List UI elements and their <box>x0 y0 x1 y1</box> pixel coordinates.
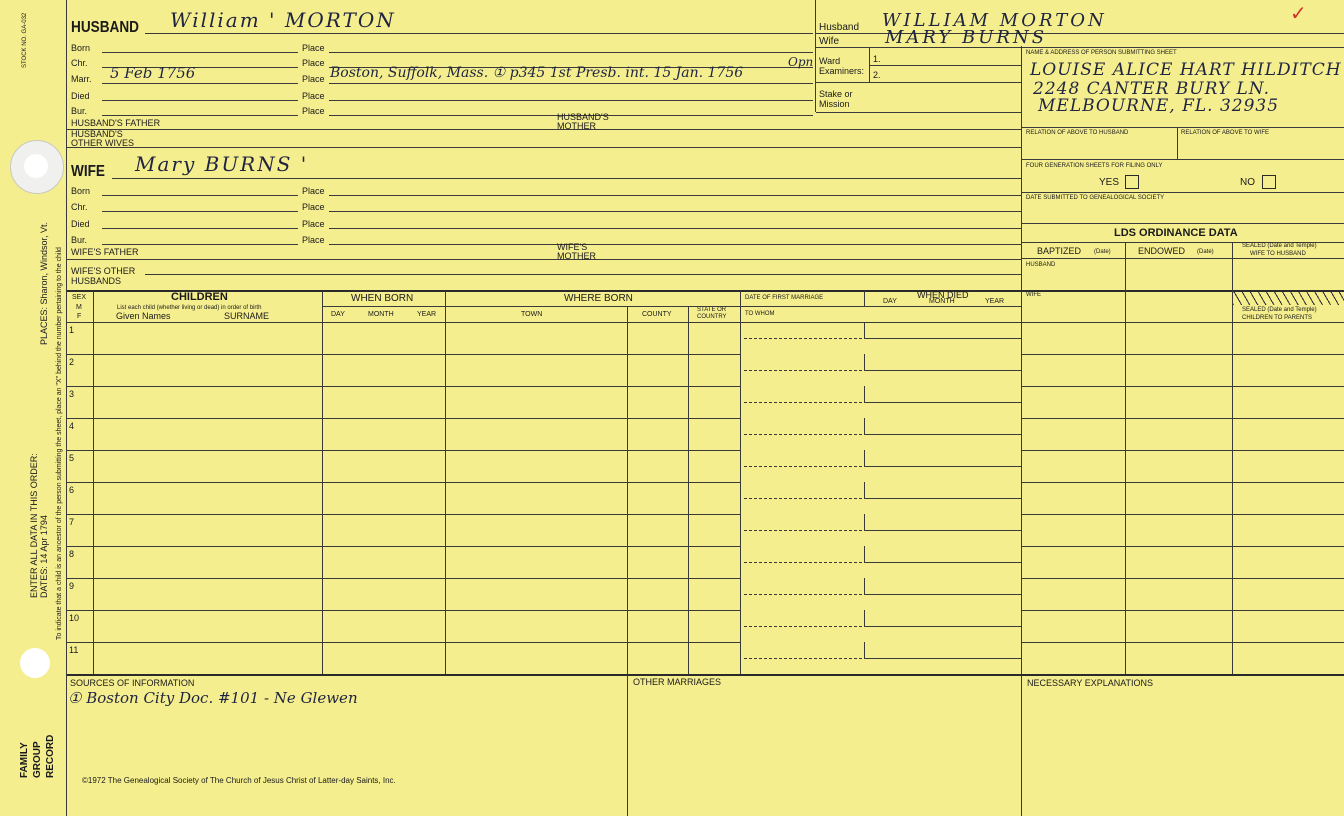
husband-born-place-label: Place <box>302 43 325 53</box>
wife-other-husbands-1: WIFE'S OTHER <box>71 266 136 276</box>
submitter-line2: 2248 CANTER BURY LN. <box>1033 79 1270 99</box>
wife-chr-place-label: Place <box>302 202 325 212</box>
form-title-family: FAMILY <box>19 742 30 778</box>
binder-hole-top-inner <box>24 154 48 178</box>
lds-title: LDS ORDINANCE DATA <box>1114 227 1238 239</box>
header-check-mark: ✓ <box>1290 3 1307 25</box>
husband-other-wives-1: HUSBAND'S <box>71 129 123 139</box>
first-marriage-label: DATE OF FIRST MARRIAGE <box>745 295 824 301</box>
husband-bur-place-label: Place <box>302 106 325 116</box>
wife-bur-label: Bur. <box>71 235 88 245</box>
date-submitted-label: DATE SUBMITTED TO GENEALOGICAL SOCIETY <box>1026 195 1165 201</box>
dates-order: DATES: 14 Apr 1794 <box>39 515 49 598</box>
wife-label: WIFE <box>71 163 105 180</box>
sources-entry: ① Boston City Doc. #101 - Ne Glewen <box>68 689 358 707</box>
m-label: M <box>76 304 82 311</box>
husband-father-label: HUSBAND'S FATHER <box>71 118 161 128</box>
row-number-2: 2 <box>69 357 75 367</box>
to-whom-label: TO WHOM <box>745 311 775 317</box>
wife-mother-label-1: WIFE'S <box>557 242 588 252</box>
baptized-date-label: (Date) <box>1094 249 1111 255</box>
binder-hole-bottom <box>20 648 50 678</box>
when-born-label: WHEN BORN <box>351 293 414 304</box>
husband-born-label: Born <box>71 43 91 53</box>
row-number-6: 6 <box>69 485 75 495</box>
row-number-10: 10 <box>69 613 80 623</box>
born-day-label: DAY <box>331 311 345 318</box>
frame-divider-right <box>1021 46 1022 816</box>
sealed-children-1: SEALED (Date and Temple) <box>1242 307 1317 313</box>
places-order: PLACES: Sharon, Windsor, Vt. <box>39 221 49 345</box>
state-label-1: STATE OR <box>697 307 727 313</box>
wife-born-label: Born <box>71 186 91 196</box>
four-gen-label: FOUR GENERATION SHEETS FOR FILING ONLY <box>1026 163 1163 169</box>
ward-label: Ward <box>819 56 841 66</box>
wife-died-place-label: Place <box>302 219 325 229</box>
husband-marr-place: Boston, Suffolk, Mass. ① p345 1st Presb. int. 15 Jan. 1756 <box>330 65 744 81</box>
sources-label: SOURCES OF INFORMATION <box>70 678 195 688</box>
submitter-label: NAME & ADDRESS OF PERSON SUBMITTING SHEET <box>1026 50 1177 56</box>
row-number-9: 9 <box>69 581 75 591</box>
no-label: NO <box>1240 177 1255 188</box>
endowed-date-label: (Date) <box>1197 249 1214 255</box>
born-year-label: YEAR <box>417 311 437 318</box>
baptized-label: BAPTIZED <box>1037 246 1082 256</box>
f-label: F <box>77 313 82 320</box>
header-husband-name: WILLIAM MORTON <box>882 10 1107 31</box>
sex-label: SEX <box>72 294 87 301</box>
form-title-group: GROUP <box>32 741 43 778</box>
husband-other-wives-2: OTHER WIVES <box>71 138 135 148</box>
stake-label-2: Mission <box>819 99 850 109</box>
wife-name: Mary BURNS ' <box>135 152 309 176</box>
stake-label-1: Stake or <box>819 89 853 99</box>
given-names-label: Given Names <box>116 311 171 321</box>
form-title-record: RECORD <box>45 734 56 778</box>
children-sub: List each child (whether living or dead) in order of birth <box>117 305 262 311</box>
died-day-label: DAY <box>883 298 897 305</box>
header-husband-label: Husband <box>819 22 860 33</box>
header-wife-name: MARY BURNS <box>885 27 1048 48</box>
husband-chr-label: Chr. <box>71 58 88 68</box>
husband-mother-label-2: MOTHER <box>557 121 596 131</box>
examiner-2: 2. <box>873 70 881 80</box>
wife-died-label: Died <box>71 219 90 229</box>
examiner-1: 1. <box>873 54 881 64</box>
state-label-2: COUNTRY <box>697 314 727 320</box>
died-month-label: MONTH <box>929 298 955 305</box>
husband-bur-label: Bur. <box>71 106 88 116</box>
sealed-children-2: CHILDREN TO PARENTS <box>1242 315 1313 321</box>
relation-husband-label: RELATION OF ABOVE TO HUSBAND <box>1026 130 1129 136</box>
died-year-label: YEAR <box>985 298 1005 305</box>
row-number-11: 11 <box>69 645 79 655</box>
husband-died-place-label: Place <box>302 91 325 101</box>
row-number-7: 7 <box>69 517 75 527</box>
wife-born-place-label: Place <box>302 186 325 196</box>
born-month-label: MONTH <box>368 311 394 318</box>
husband-name: William ' MORTON <box>170 8 396 32</box>
enter-order: ENTER ALL DATA IN THIS ORDER: <box>29 453 39 598</box>
husband-died-label: Died <box>71 91 90 101</box>
row-number-8: 8 <box>69 549 75 559</box>
where-born-label: WHERE BORN <box>564 293 633 304</box>
husband-marr-note: Opn <box>788 55 814 69</box>
yes-checkbox[interactable] <box>1125 175 1139 189</box>
lds-wife-row: WIFE <box>1026 292 1041 298</box>
husband-chr-place-label: Place <box>302 58 325 68</box>
frame-left <box>66 0 67 816</box>
row-number-5: 5 <box>69 453 75 463</box>
relation-wife-label: RELATION OF ABOVE TO WIFE <box>1181 130 1270 136</box>
lds-husband-row: HUSBAND <box>1026 262 1056 268</box>
town-label: TOWN <box>521 311 543 318</box>
wife-chr-label: Chr. <box>71 202 88 212</box>
submitter-line1: LOUISE ALICE HART HILDITCH <box>1030 60 1342 80</box>
wife-father-label: WIFE'S FATHER <box>71 247 139 257</box>
sealed-wife-1: SEALED (Date and Temple) <box>1242 243 1317 249</box>
ancestor-instruction: To indicate that a child is an ancestor of the person submitting the sheet, place an "X" behind the number pertaining to the child <box>56 247 63 640</box>
children-label: CHILDREN <box>171 291 228 303</box>
sealed-hatch <box>1233 291 1344 305</box>
copyright: ©1972 The Genealogical Society of The Church of Jesus Christ of Latter-day Saints, Inc. <box>82 776 396 785</box>
when-died-label: WHEN DIED <box>917 290 969 300</box>
header-wife-label: Wife <box>819 36 839 47</box>
husband-mother-label-1: HUSBAND'S <box>557 112 609 122</box>
husband-marr-place-label: Place <box>302 74 325 84</box>
frame-divider-top <box>815 0 816 112</box>
row-number-3: 3 <box>69 389 75 399</box>
husband-marr-date: 5 Feb 1756 <box>110 64 196 82</box>
wife-other-husbands-2: HUSBANDS <box>71 276 122 286</box>
submitter-line3: MELBOURNE, FL. 32935 <box>1038 96 1280 116</box>
husband-marr-label: Marr. <box>71 74 92 84</box>
examiners-label: Examiners: <box>819 66 865 76</box>
other-marriages-label: OTHER MARRIAGES <box>633 677 722 687</box>
row-number-1: 1 <box>69 325 75 335</box>
surname-label: SURNAME <box>224 311 270 321</box>
wife-mother-label-2: MOTHER <box>557 251 596 261</box>
sealed-wife-2: WIFE TO HUSBAND <box>1250 251 1306 257</box>
row-number-4: 4 <box>69 421 75 431</box>
necessary-explanations-label: NECESSARY EXPLANATIONS <box>1027 678 1154 688</box>
wife-bur-place-label: Place <box>302 235 325 245</box>
husband-label: HUSBAND <box>71 19 139 36</box>
no-checkbox[interactable] <box>1262 175 1276 189</box>
yes-label: YES <box>1099 177 1120 188</box>
endowed-label: ENDOWED <box>1138 246 1185 256</box>
stock-number: STOCK NO. GA-032 <box>22 12 28 68</box>
county-label: COUNTY <box>642 311 672 318</box>
